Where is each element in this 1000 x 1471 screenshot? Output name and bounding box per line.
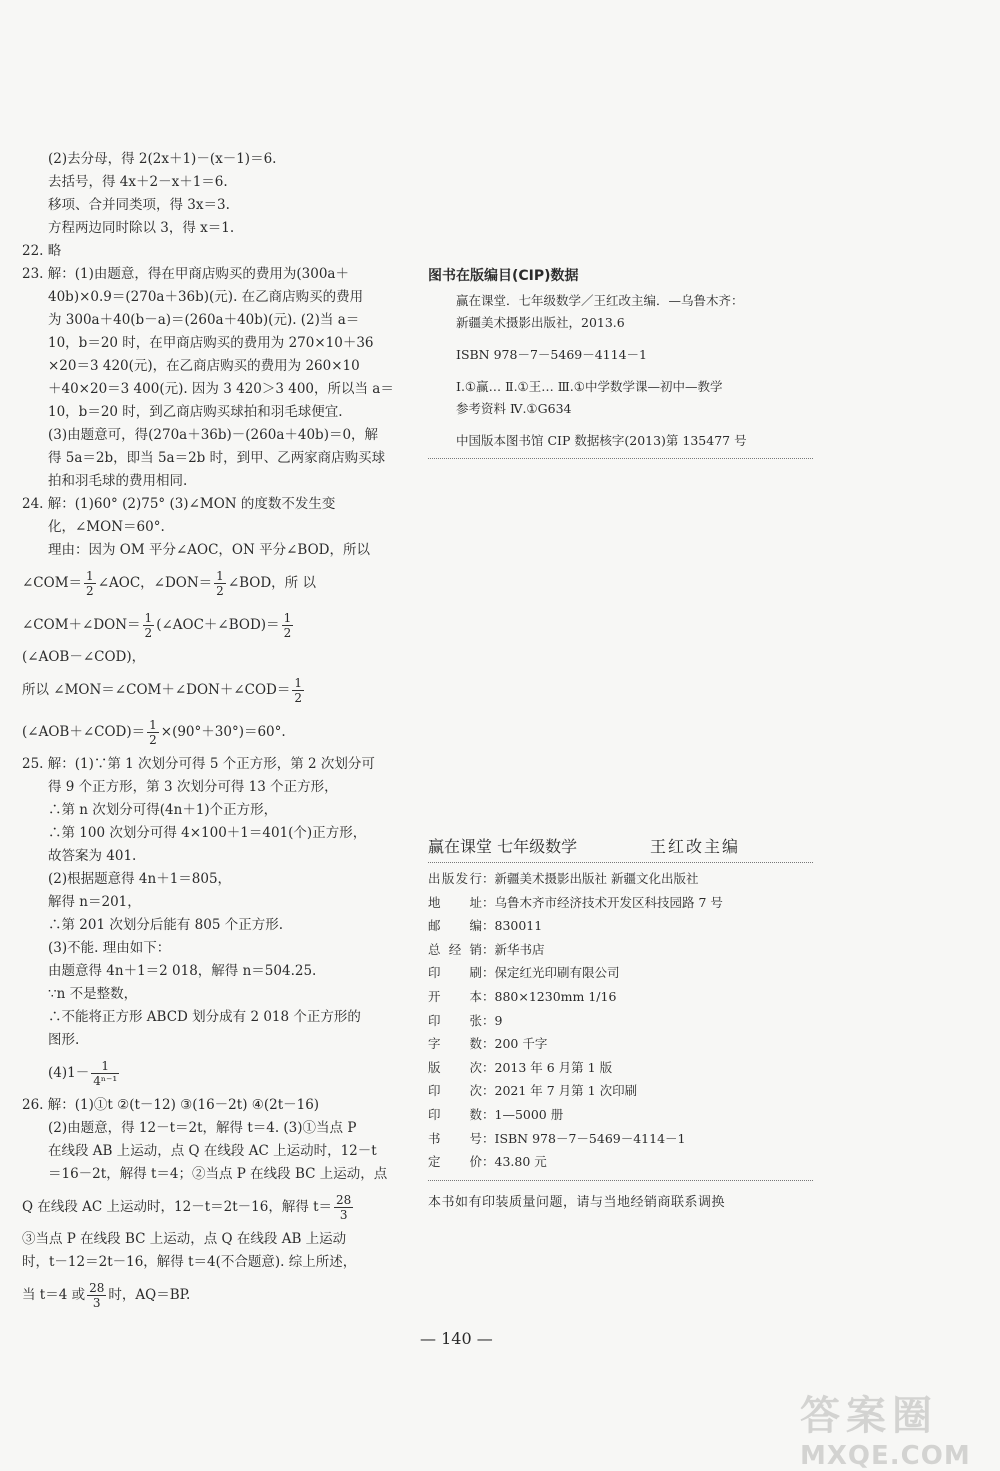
colophon-value: ：保定红光印刷有限公司 (482, 965, 620, 981)
colophon-row (428, 961, 813, 985)
watermark-url: MXQE.COM (800, 1441, 971, 1471)
colophon-value: ：830011 (482, 918, 543, 934)
colophon-value: ：880×1230mm 1/16 (482, 988, 617, 1004)
colophon-value: ：9 (482, 1012, 503, 1028)
text-line: ＋40×20＝3 400(元). 因为 3 420＞3 400，所以当 a＝ (48, 381, 394, 397)
text-line: (3)由题意可，得(270a＋36b)－(260a＋40b)＝0，解 (48, 427, 379, 443)
equation-line: 当 t＝4 或 $\frac{28}{3}$ 时，AQ＝BP. (22, 1281, 191, 1310)
colophon-value: ：200 千字 (482, 1036, 548, 1052)
colophon-row (428, 1150, 813, 1174)
colophon-row (428, 867, 813, 891)
text-line: 10，b＝20 时，在甲商店购买的费用为 270×10＋36 (48, 335, 374, 351)
colophon-row (428, 891, 813, 915)
colophon-label: 印 数 (428, 1106, 482, 1122)
colophon-row (428, 1009, 813, 1033)
watermark-text: 答案圈 (800, 1393, 938, 1439)
colophon-label: 字 数 (428, 1036, 482, 1052)
text-line: 25. 解：(1)∵第 1 次划分可得 5 个正方形，第 2 次划分可 (22, 756, 375, 772)
text-line: 移项、合并同类项，得 3x＝3. (48, 197, 230, 213)
text-line: 解得 n＝201， (48, 894, 141, 910)
colophon-label: 邮 编 (428, 918, 482, 934)
text-line: (2)根据题意得 4n＋1＝805， (48, 871, 232, 887)
equation-line: ∠COM＝ $\frac{1}{2}$ ∠AOC，∠DON＝ $\frac{1}{2}$ ∠BOD，所 以 (22, 569, 316, 598)
fraction: $\frac{1}{\text{4ⁿ⁻¹}}$ (93, 1059, 118, 1088)
text-line: 图形. (48, 1032, 80, 1048)
colophon-row (428, 1056, 813, 1080)
colophon-label: 总 经 销 (428, 941, 482, 957)
text-line: ∴第 n 次划分可得(4n＋1)个正方形， (48, 802, 278, 818)
colophon-value: ：乌鲁木齐市经济技术开发区科技园路 7 号 (482, 894, 723, 910)
text-line: 26. 解：(1)①t ②(t－12) ③(16－2t) ④(2t－16) (22, 1097, 320, 1113)
text-line: ∴第 100 次划分可得 4×100＋1＝401(个)正方形， (48, 825, 367, 841)
equation-line: ∠COM＋∠DON＝ $\frac{1}{2}$ (∠AOC＋∠BOD)＝ $\frac{1}{2}$ (22, 611, 292, 640)
colophon-value: ：ISBN 978－7－5469－4114－1 (482, 1130, 686, 1146)
colophon-value: ：新华书店 (482, 941, 545, 957)
cip-line: 赢在课堂．七年级数学／王红改主编．—乌鲁木齐： (456, 293, 744, 308)
colophon-rows (428, 867, 813, 1174)
text-line: 得 9 个正方形，第 3 次划分可得 13 个正方形， (48, 779, 338, 795)
text-line: 22. 略 (22, 243, 62, 259)
colophon (428, 832, 813, 1210)
colophon-row (428, 1079, 813, 1103)
text-line: (3)不能. 理由如下： (48, 940, 171, 956)
cip-line (456, 366, 813, 376)
text-line: 24. 解：(1)60° (2)75° (3)∠MON 的度数不发生变 (22, 496, 336, 512)
fraction: $\frac{28}{3}$ (89, 1281, 105, 1310)
colophon-label: 书 号 (428, 1130, 482, 1146)
text-line: ∵n 不是整数， (48, 986, 138, 1002)
colophon-label: 印 刷 (428, 965, 482, 981)
answers-26 (22, 1094, 417, 1186)
fraction-half: $\frac{1}{2}$ (144, 611, 153, 640)
divider (428, 862, 813, 863)
page-number: — 140 — (420, 1329, 493, 1348)
text-line: 化，∠MON＝60°. (48, 519, 165, 535)
colophon-value: ：43.80 元 (482, 1154, 547, 1170)
colophon-label: 印 次 (428, 1083, 482, 1099)
text-line: ＝16－2t，解得 t＝4；②当点 P 在线段 BC 上运动，点 (48, 1166, 388, 1182)
fraction-half: $\frac{1}{2}$ (294, 676, 303, 705)
text-line: 故答案为 401. (48, 848, 137, 864)
fraction-half: $\frac{1}{2}$ (86, 569, 94, 598)
colophon-row (428, 914, 813, 938)
text-line: (2)由题意，得 12－t＝2t，解得 t＝4. (3)①当点 P (48, 1120, 357, 1136)
fraction: $\frac{28}{3}$ (336, 1193, 352, 1222)
equation-line: ③当点 P 在线段 BC 上运动，点 Q 在线段 AB 上运动 (22, 1231, 347, 1247)
colophon-row (428, 985, 813, 1009)
equation-line: 所以 ∠MON＝∠COM＋∠DON＋∠COD＝ $\frac{1}{2}$ (22, 676, 303, 705)
colophon-row (428, 938, 813, 962)
cip-line: 新疆美术摄影出版社，2013.6 (456, 315, 625, 330)
text-line: ×20＝3 420(元)，在乙商店购买的费用为 260×10 (48, 358, 360, 374)
book-title: 赢在课堂 七年级数学 (428, 837, 578, 856)
colophon-label: 定 价 (428, 1154, 482, 1170)
answers-21-24 (22, 148, 417, 562)
cip-line (456, 334, 813, 344)
answers-25 (22, 753, 417, 1052)
text-line: 方程两边同时除以 3，得 x＝1. (48, 220, 235, 236)
equation-line: Q 在线段 AC 上运动时，12－t＝2t－16，解得 t＝ $\frac{28}{3}$ (22, 1193, 352, 1222)
cip-line: 中国版本图书馆 CIP 数据核字(2013)第 135477 号 (456, 433, 747, 448)
colophon-label: 版 次 (428, 1059, 482, 1075)
text-line: 10，b＝20 时，到乙商店购买球拍和羽毛球便宜. (48, 404, 343, 420)
colophon-row (428, 1127, 813, 1151)
colophon-label: 地 址 (428, 894, 482, 910)
colophon-value: ：2021 年 7 月第 1 次印刷 (482, 1083, 638, 1099)
colophon-value: ：新疆美术摄影出版社 新疆文化出版社 (482, 871, 699, 886)
cip-title: 图书在版编目(CIP)数据 (428, 268, 579, 284)
text-line: 40b)×0.9＝(270a＋36b)(元). 在乙商店购买的费用 (48, 289, 364, 305)
divider (428, 458, 813, 459)
cip-line (456, 420, 813, 430)
author: 王红改主编 (650, 837, 741, 856)
colophon-row (428, 1032, 813, 1056)
text-line: 23. 解：(1)由题意，得在甲商店购买的费用为(300a＋ (22, 266, 349, 282)
equation-line: (∠AOB＋∠COD)＝ $\frac{1}{2}$ ×(90°＋30°)＝60°. (22, 718, 286, 747)
fraction-half: $\frac{1}{2}$ (283, 611, 292, 640)
text-line: 得 5a＝2b，即当 5a＝2b 时，到甲、乙两家商店购买球 (48, 450, 386, 466)
cip-body (428, 290, 813, 452)
text-line: 由题意得 4n＋1＝2 018，解得 n＝504.25. (48, 963, 317, 979)
text-line: ∴不能将正方形 ABCD 划分成有 2 018 个正方形的 (48, 1009, 361, 1025)
text-line: 拍和羽毛球的费用相同. (48, 473, 188, 489)
text-line: ∴第 201 次划分后能有 805 个正方形. (48, 917, 283, 933)
equation-line: (4)1－ $\frac{1}{\text{4ⁿ⁻¹}}$ (48, 1059, 118, 1088)
answer-column (22, 148, 417, 1316)
colophon-label: 开 本 (428, 988, 482, 1004)
colophon-label: 出版发行 (428, 871, 482, 886)
cip-block (428, 262, 813, 459)
text-line: 理由：因为 OM 平分∠AOC，ON 平分∠BOD，所以 (48, 542, 370, 558)
equation-line: (∠AOB－∠COD)， (22, 649, 146, 665)
colophon-value: ：1—5000 册 (482, 1106, 564, 1122)
fraction-half: $\frac{1}{2}$ (216, 569, 224, 598)
colophon-label: 印 张 (428, 1012, 482, 1028)
watermark (800, 1384, 990, 1471)
colophon-value: ：2013 年 6 月第 1 版 (482, 1059, 613, 1075)
divider (428, 1180, 813, 1181)
cip-line: 参考资料 Ⅳ.①G634 (456, 401, 572, 416)
cip-line: ISBN 978－7－5469－4114－1 (456, 347, 647, 362)
text-line: 为 300a＋40(b－a)＝(260a＋40b)(元). (2)当 a＝ (48, 312, 360, 328)
equation-line: 时，t－12＝2t－16，解得 t＝4(不合题意). 综上所述， (22, 1254, 357, 1270)
colophon-row (428, 1103, 813, 1127)
cip-line: Ⅰ.①赢… Ⅱ.①王… Ⅲ.①中学数学课—初中—教学 (456, 379, 723, 394)
text-line: (2)去分母，得 2(2x＋1)－(x－1)＝6. (48, 151, 277, 167)
text-line: 去括号，得 4x＋2－x＋1＝6. (48, 174, 228, 190)
fraction-half: $\frac{1}{2}$ (149, 718, 157, 747)
text-line: 在线段 AB 上运动，点 Q 在线段 AC 上运动时，12－t (48, 1143, 377, 1159)
notice: 本书如有印装质量问题，请与当地经销商联系调换 (428, 1194, 726, 1210)
colophon-title (428, 832, 813, 862)
